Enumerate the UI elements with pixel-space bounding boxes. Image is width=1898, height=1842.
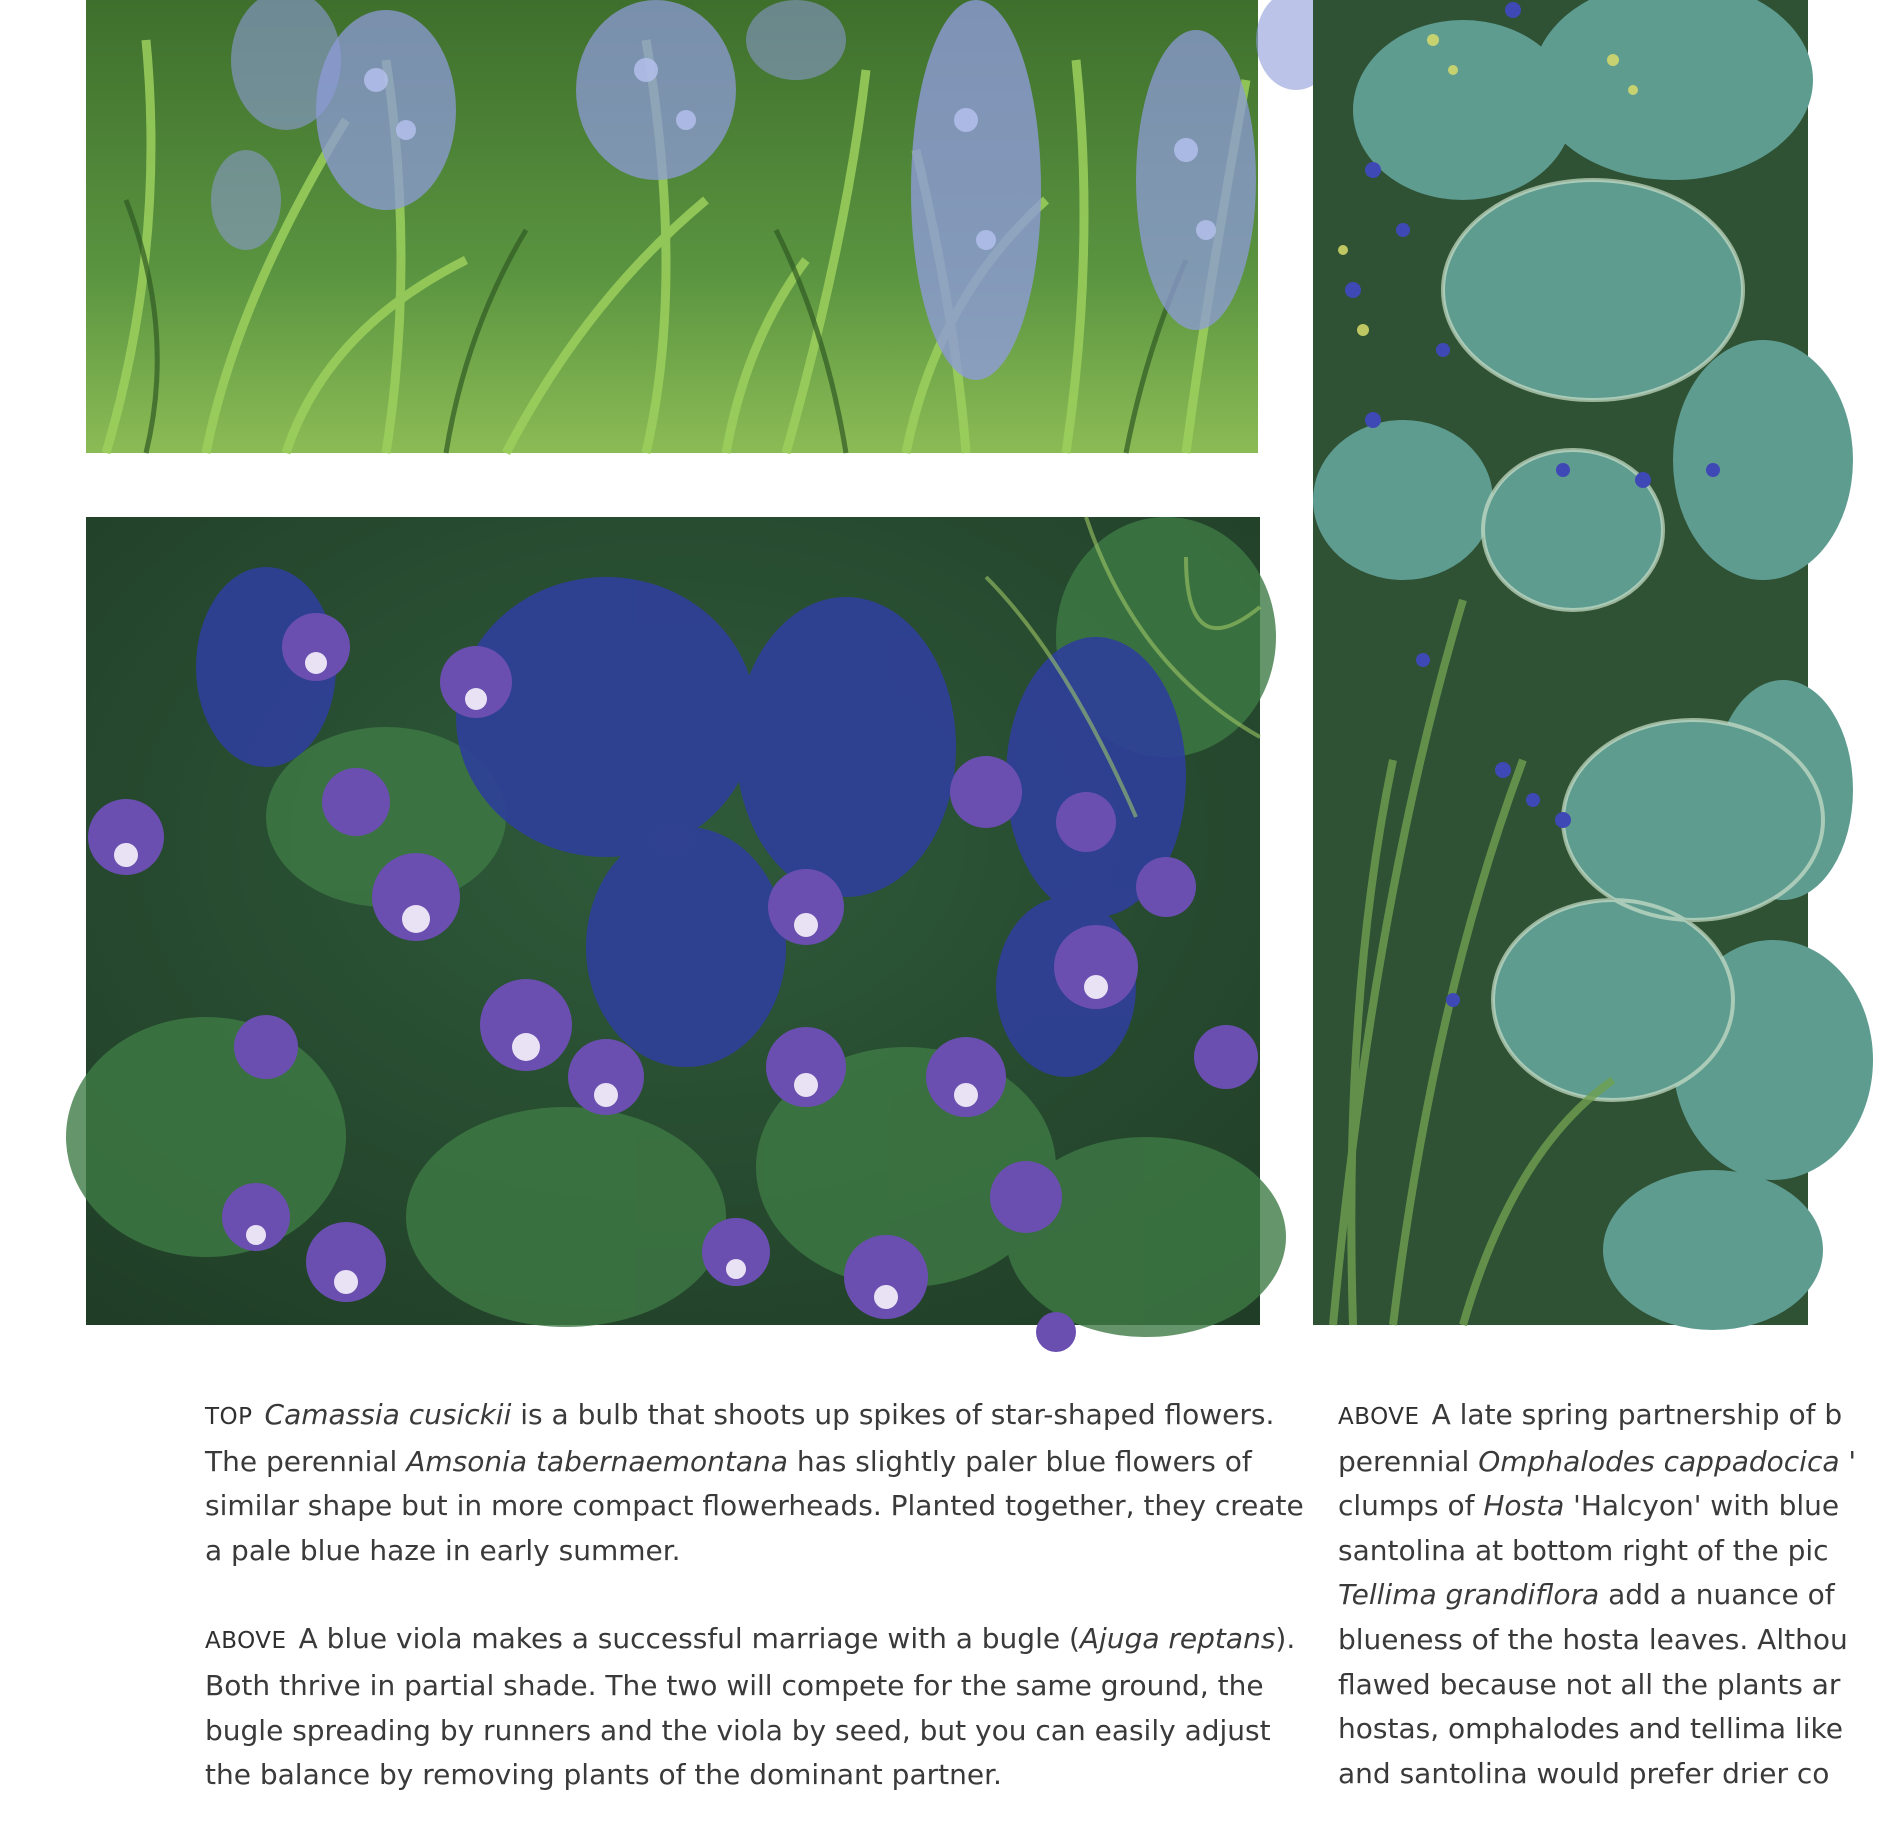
caption-lead: ABOVE [1338,1404,1420,1430]
species-name: Omphalodes cappadocica [1478,1444,1840,1478]
caption-line: the balance by removing plants of the dominant partner. [205,1758,1002,1792]
caption-text: A blue viola makes a successful marriage with a bugle ( [298,1622,1080,1656]
caption-line: hostas, omphalodes and tellima like [1338,1712,1843,1746]
caption-text: 'Halcyon' with blue [1564,1489,1840,1523]
caption-line: santolina at bottom right of the pic [1338,1533,1829,1567]
species-name: Hosta [1483,1489,1565,1523]
caption-line [1338,1393,1898,1440]
caption-above [205,1617,1296,1797]
hosta-omphalodes-photo-graphic [1313,0,1808,1325]
caption-line [205,1393,1275,1440]
species-name: Ajuga reptans [1079,1622,1276,1656]
caption-line [1338,1484,1898,1529]
caption-text: A late spring partnership of b [1431,1398,1843,1431]
caption-text: The perennial [205,1444,407,1478]
species-name: Tellima grandiflora [1338,1578,1600,1612]
photo-viola-ajuga [86,517,1260,1325]
viola-ajuga-photo-graphic [86,517,1260,1325]
caption-line: similar shape but in more compact flowerheads. Planted together, they create [205,1489,1304,1523]
caption-line [1338,1573,1898,1618]
caption-line [205,1440,1275,1485]
caption-lead: ABOVE [205,1628,287,1655]
caption-left-column [205,1393,1304,1842]
caption-text: is a bulb that shoots up spikes of star-shaped flowers. [511,1398,1275,1431]
caption-text: ' [1839,1444,1857,1478]
caption-text: has slightly paler blue flowers of [787,1444,1252,1478]
caption-text: clumps of [1338,1489,1484,1523]
caption-line: and santolina would prefer drier co [1338,1756,1830,1790]
caption-text: perennial [1338,1444,1479,1478]
photo-hosta-omphalodes [1313,0,1808,1325]
caption-text: add a nuance of [1599,1578,1835,1612]
caption-line: a pale blue haze in early summer. [205,1533,681,1567]
caption-line: blueness of the hosta leaves. Althou [1338,1622,1848,1656]
photo-camassia [86,0,1258,453]
caption-right-column [1338,1393,1898,1796]
caption-line [1338,1440,1898,1485]
caption-lead: TOP [205,1404,253,1430]
caption-line: bugle spreading by runners and the viola by seed, but you can easily adjust [205,1713,1271,1747]
caption-line [205,1617,1296,1664]
caption-top [205,1393,1304,1573]
caption-text: ). [1275,1622,1296,1656]
camassia-photo-graphic [86,0,1258,453]
caption-line: flawed because not all the plants ar [1338,1667,1841,1701]
caption-line: Both thrive in partial shade. The two will compete for the same ground, the [205,1668,1264,1702]
species-name: Amsonia tabernaemontana [406,1444,788,1478]
species-name: Camassia cusickii [264,1398,512,1431]
